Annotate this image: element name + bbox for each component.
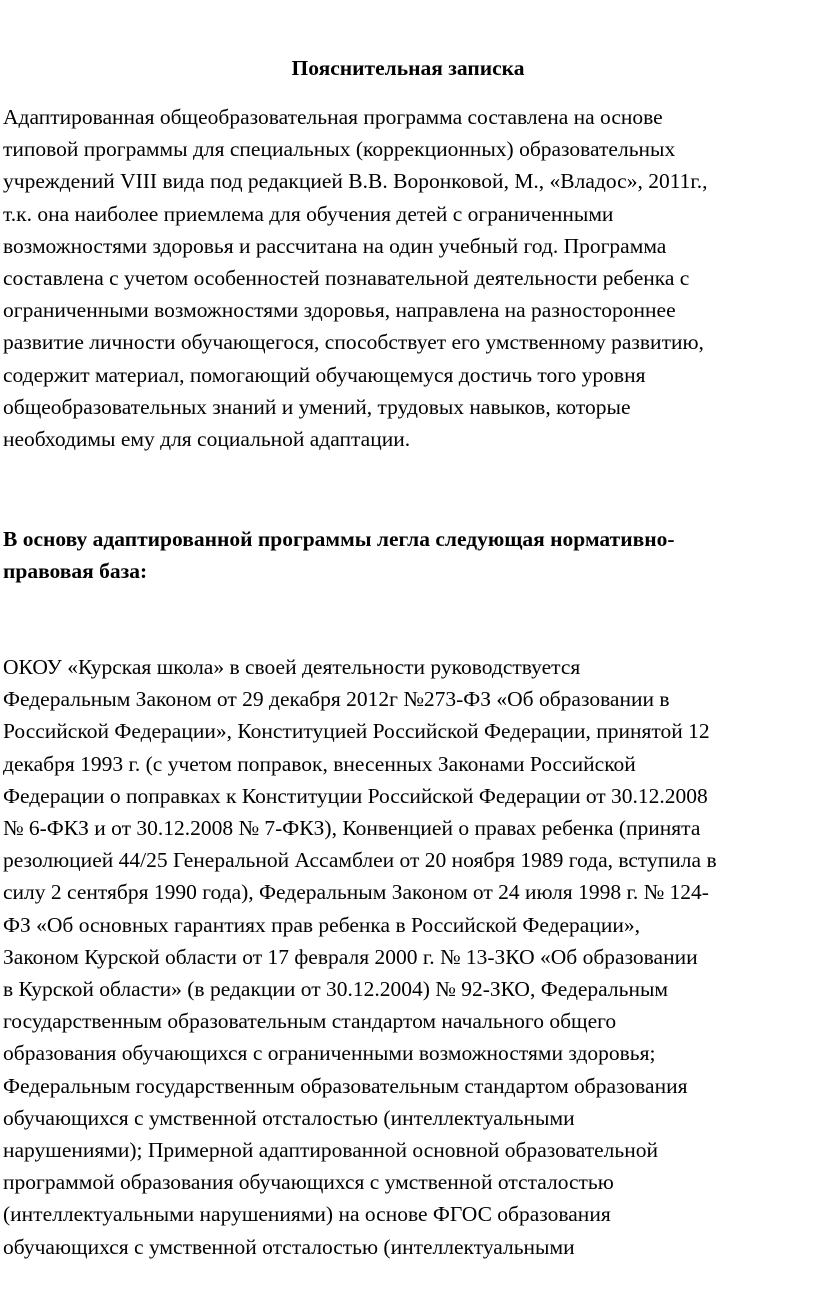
paragraph-line: составлена с учетом особенностей познавательной деятельности ребенка с xyxy=(3,266,690,291)
paragraph-line: № 6-ФКЗ и от 30.12.2008 № 7-ФКЗ), Конвенцией о правах ребенка (принята xyxy=(3,816,701,841)
paragraph-line: резолюцией 44/25 Генеральной Ассамблеи от 20 ноября 1989 года, вступила в xyxy=(3,848,717,873)
paragraph-line: декабря 1993 г. (с учетом поправок, внесенных Законами Российской xyxy=(3,751,636,776)
paragraph-line: развитие личности обучающегося, способствует его умственному развитию, xyxy=(3,330,704,355)
paragraph-line: образования обучающихся с ограниченными возможностями здоровья; xyxy=(3,1041,656,1066)
paragraph-line: ФЗ «Об основных гарантиях прав ребенка в Российской Федерации», xyxy=(3,912,640,937)
paragraph-line: т.к. она наиболее приемлема для обучения детей с ограниченными xyxy=(3,201,614,226)
paragraph-line: Российской Федерации», Конституцией Российской Федерации, принятой 12 xyxy=(3,719,710,744)
paragraph-line: нарушениями); Примерной адаптированной основной образовательной xyxy=(3,1138,658,1163)
paragraph-line: ОКОУ «Курская школа» в своей деятельности руководствуется xyxy=(3,655,581,679)
basis-paragraph xyxy=(3,651,816,1263)
document-title: Пояснительная записка xyxy=(291,56,525,80)
paragraph-line: типовой программы для специальных (коррекционных) образовательных xyxy=(3,137,676,162)
paragraph-line: силу 2 сентября 1990 года), Федеральным Законом от 24 июля 1998 г. № 124- xyxy=(3,880,709,905)
paragraph-line: Адаптированная общеобразовательная программа составлена на основе xyxy=(3,105,663,129)
heading-line: В основу адаптированной программы легла следующая нормативно- xyxy=(3,527,675,551)
paragraph-line: Федерации о поправках к Конституции Российской Федерации от 30.12.2008 xyxy=(3,783,708,808)
paragraph-line: общеобразовательных знаний и умений, трудовых навыков, которые xyxy=(3,394,631,419)
paragraph-line: программой образования обучающихся с умственной отсталостью xyxy=(3,1170,614,1195)
intro-paragraph xyxy=(3,101,816,455)
paragraph-line: необходимы ему для социальной адаптации. xyxy=(3,427,411,452)
paragraph-line: обучающихся с умственной отсталостью (интеллектуальными xyxy=(3,1234,575,1259)
paragraph-line: Федеральным государственным образовательным стандартом образования xyxy=(3,1073,688,1098)
paragraph-line: учреждений VIII вида под редакцией В.В. Воронковой, М., «Владос», 2011г., xyxy=(3,169,708,194)
paragraph-line: (интеллектуальными нарушениями) на основе ФГОС образования xyxy=(3,1202,611,1227)
paragraph-line: Федеральным Законом от 29 декабря 2012г №273-ФЗ «Об образовании в xyxy=(3,687,670,712)
basis-heading xyxy=(3,523,816,587)
paragraph-line: государственным образовательным стандартом начального общего xyxy=(3,1009,617,1034)
paragraph-line: возможностями здоровья и рассчитана на один учебный год. Программа xyxy=(3,233,667,258)
paragraph-line: ограниченными возможностями здоровья, направлена на разностороннее xyxy=(3,298,676,323)
heading-line: правовая база: xyxy=(3,559,148,583)
paragraph-line: Законом Курской области от 17 февраля 2000 г. № 13-ЗКО «Об образовании xyxy=(3,944,698,969)
paragraph-line: в Курской области» (в редакции от 30.12.2004) № 92-ЗКО, Федеральным xyxy=(3,977,669,1002)
paragraph-line: обучающихся с умственной отсталостью (интеллектуальными xyxy=(3,1105,575,1130)
paragraph-line: содержит материал, помогающий обучающемуся достичь того уровня xyxy=(3,362,646,387)
